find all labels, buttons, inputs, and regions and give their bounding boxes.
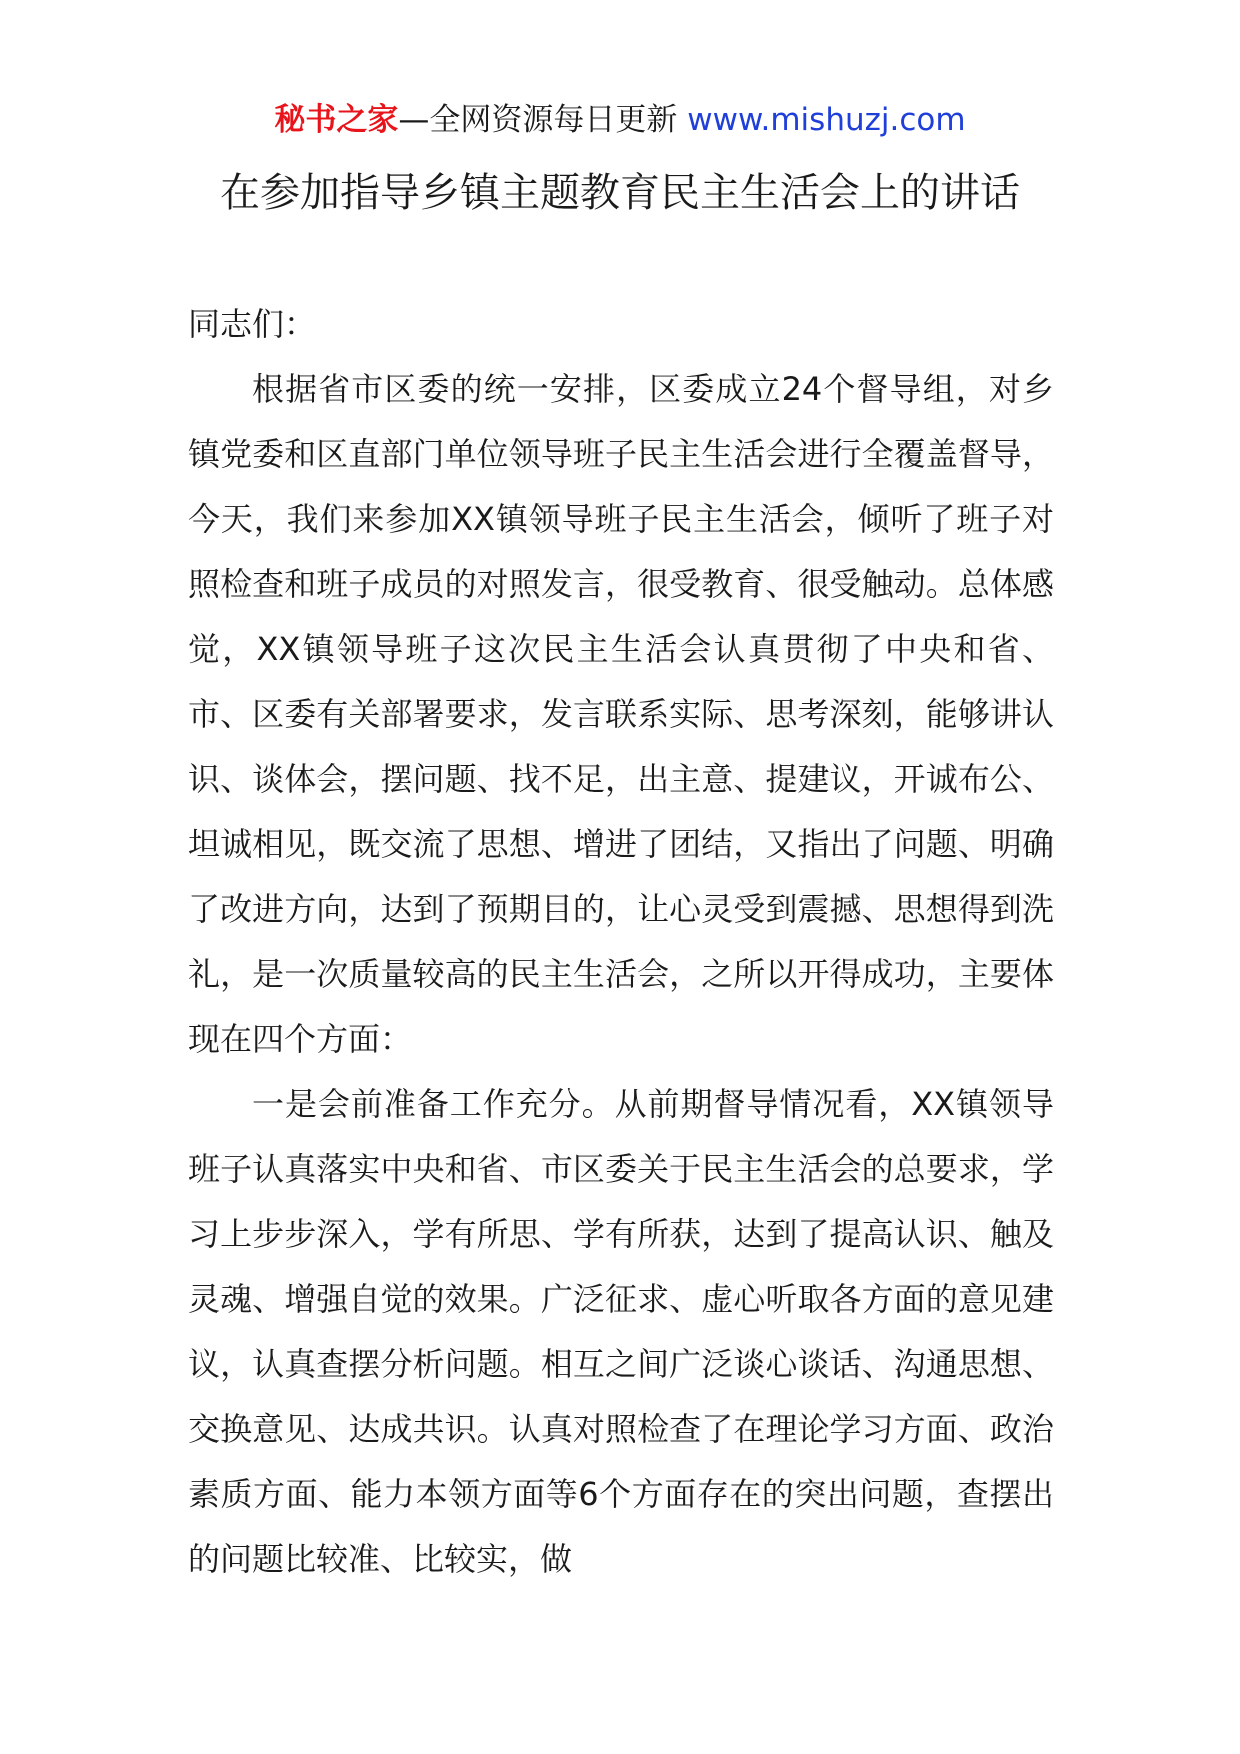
site-name: 秘书之家 <box>274 102 399 138</box>
site-header <box>0 98 1240 142</box>
salutation: 同志们： <box>188 305 317 343</box>
document-title: 在参加指导乡镇主题教育民主生活会上的讲话 <box>220 170 1020 216</box>
paragraph-2: 一是会前准备工作充分。从前期督导情况看，XX镇领导班子认真落实中央和省、市区委关于民主生活会的总要求，学习上步步深入，学有所思、学有所获，达到了提高认识、触及灵魂、增强自觉的效果。广泛征求、虚心听取各方面的意见建议，认真查摆分析问题。相互之间广泛谈心谈话、沟通思想、交换意见、达成共识。认真对照检查了在理论学习方面、政治素质方面、能力本领方面等6个方面存在的突出问题，查摆出的问题比较准、比较实，做 <box>188 1085 1054 1578</box>
document-body <box>188 292 1054 1592</box>
site-url[interactable]: www.mishuzj.com <box>687 102 966 138</box>
site-tagline: —全网资源每日更新 <box>398 102 688 138</box>
paragraph-1: 根据省市区委的统一安排，区委成立24个督导组，对乡镇党委和区直部门单位领导班子民主生活会进行全覆盖督导，今天，我们来参加XX镇领导班子民主生活会，倾听了班子对照检查和班子成员的对照发言，很受教育、很受触动。总体感觉，XX镇领导班子这次民主生活会认真贯彻了中央和省、市、区委有关部署要求，发言联系实际、思考深刻，能够讲认识、谈体会，摆问题、找不足，出主意、提建议，开诚布公、坦诚相见，既交流了思想、增进了团结，又指出了问题、明确了改进方向，达到了预期目的，让心灵受到震撼、思想得到洗礼，是一次质量较高的民主生活会，之所以开得成功，主要体现在四个方面： <box>188 370 1054 1058</box>
